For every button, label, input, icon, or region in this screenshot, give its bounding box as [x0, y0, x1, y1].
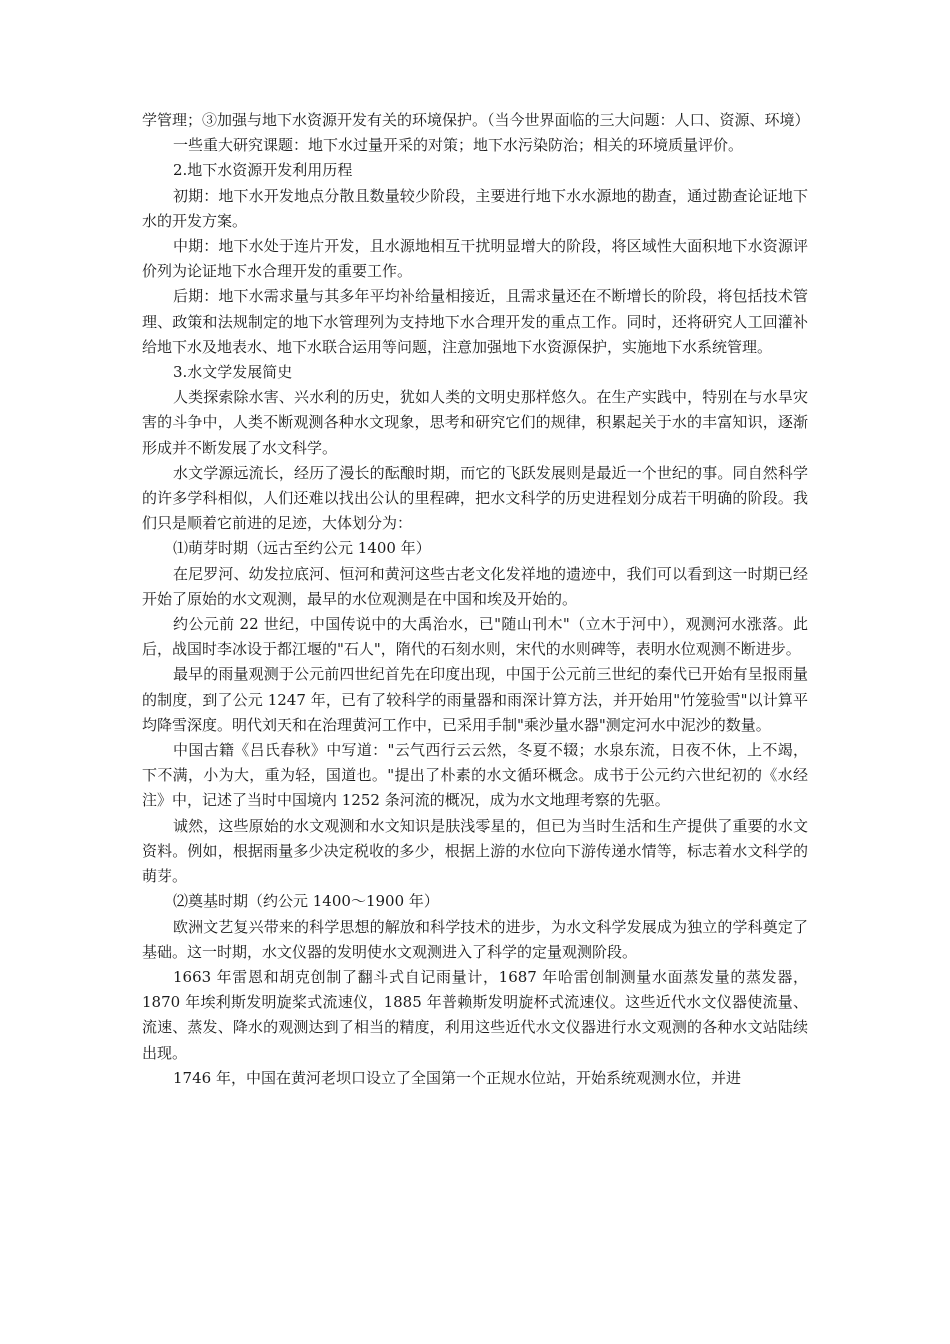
paragraph-research-topics: 一些重大研究课题：地下水过量开采的对策；地下水污染防治；相关的环境质量评价。	[173, 136, 744, 155]
paragraph-rainfall-observation: 最早的雨量观测于公元前四世纪首先在印度出现，中国于公元前三世纪的秦代已开始有呈报雨量的制度，到了公元 1247 年，已有了较科学的雨量器和雨深计算方法，并开始用"竹笼验雪"以计算平均降雪深度。明代刘天和在治理黄河工作中，已采用手制"乘沙量水器"测定河水中泥沙的数量。	[142, 665, 808, 734]
subheading-foundation-period: ⑵奠基时期（约公元 1400～1900 年）	[173, 892, 439, 911]
paragraph-late-stage: 后期：地下水需求量与其多年平均补给量相接近，且需求量还在不断增长的阶段，将包括技术管理、政策和法规制定的地下水管理列为支持地下水合理开发的重点工作。同时，还将研究人工回灌补给地下水及地表水、地下水联合运用等问题，注意加强地下水资源保护，实施地下水系统管理。	[142, 287, 808, 356]
paragraph-renaissance: 欧洲文艺复兴带来的科学思想的解放和科学技术的进步，为水文科学发展成为独立的学科奠定了基础。这一时期，水文仪器的发明使水文观测进入了科学的定量观测阶段。	[142, 917, 808, 961]
paragraph-hydrology-origins: 水文学源远流长，经历了漫长的酝酿时期，而它的飞跃发展则是最近一个世纪的事。同自然科学的许多学科相似，人们还难以找出公认的里程碑，把水文科学的历史进程划分成若干明确的阶段。我们只是顺着它前进的足迹，大体划分为：	[142, 463, 808, 533]
paragraph-ancient-texts: 中国古籍《吕氏春秋》中写道："云气西行云云然，冬夏不辍；水泉东流，日夜不休，上不竭，下不满，小为大，重为轻，国道也。"提出了朴素的水文循环概念。成书于公元约六世纪初的《水经注》中，记述了当时中国境内 1252 条河流的概况，成为水文地理考察的先驱。	[142, 741, 808, 810]
document-page	[142, 108, 808, 1091]
section-heading-groundwater-history: 2.地下水资源开发利用历程	[173, 161, 353, 180]
paragraph-instruments: 1663 年雷恩和胡克创制了翻斗式自记雨量计，1687 年哈雷创制测量水面蒸发量的蒸发器，1870 年埃利斯发明旋桨式流速仪，1885 年普赖斯发明旋杯式流速仪。这些近代水文仪器使流量、流速、蒸发、降水的观测达到了相当的精度，利用这些近代水文仪器进行水文观测的各种水文站陆续出现。	[142, 967, 808, 1062]
paragraph-yellow-river-station: 1746 年，中国在黄河老坝口设立了全国第一个正规水位站，开始系统观测水位，并进	[173, 1068, 741, 1087]
paragraph-early-stage: 初期：地下水开发地点分散且数量较少阶段，主要进行地下水水源地的勘查，通过勘查论证地下水的开发方案。	[142, 186, 808, 230]
paragraph-human-exploration: 人类探索除水害、兴水利的历史，犹如人类的文明史那样悠久。在生产实践中，特别在与水旱灾害的斗争中，人类不断观测各种水文现象，思考和研究它们的规律，积累起关于水的丰富知识，逐渐形成并不断发展了水文科学。	[142, 388, 808, 457]
subheading-sprouting-period: ⑴萌芽时期（远古至约公元 1400 年）	[173, 539, 431, 558]
paragraph-ancient-civilizations: 在尼罗河、幼发拉底河、恒河和黄河这些古老文化发祥地的遗迹中，我们可以看到这一时期已经开始了原始的水文观测，最早的水位观测是在中国和埃及开始的。	[142, 564, 808, 608]
paragraph-sprouting-summary: 诚然，这些原始的水文观测和水文知识是肤浅零星的，但已为当时生活和生产提供了重要的水文资料。例如，根据雨量多少决定税收的多少，根据上游的水位向下游传递水情等，标志着水文科学的萌芽。	[142, 816, 808, 886]
paragraph-middle-stage: 中期：地下水处于连片开发，且水源地相互干扰明显增大的阶段，将区域性大面积地下水资源评价列为论证地下水合理开发的重要工作。	[142, 237, 808, 281]
section-heading-hydrology-history: 3.水文学发展简史	[173, 363, 293, 382]
paragraph-dayu-water-level: 约公元前 22 世纪，中国传说中的大禹治水，已"随山刊木"（立木于河中），观测河水涨落。此后，战国时李冰设于都江堰的"石人"，隋代的石刻水则，宋代的水则碑等，表明水位观测不断进步。	[142, 615, 808, 659]
paragraph-environment-protection: 学管理；③加强与地下水资源开发有关的环境保护。（当今世界面临的三大问题：人口、资源、环境）	[142, 111, 810, 129]
